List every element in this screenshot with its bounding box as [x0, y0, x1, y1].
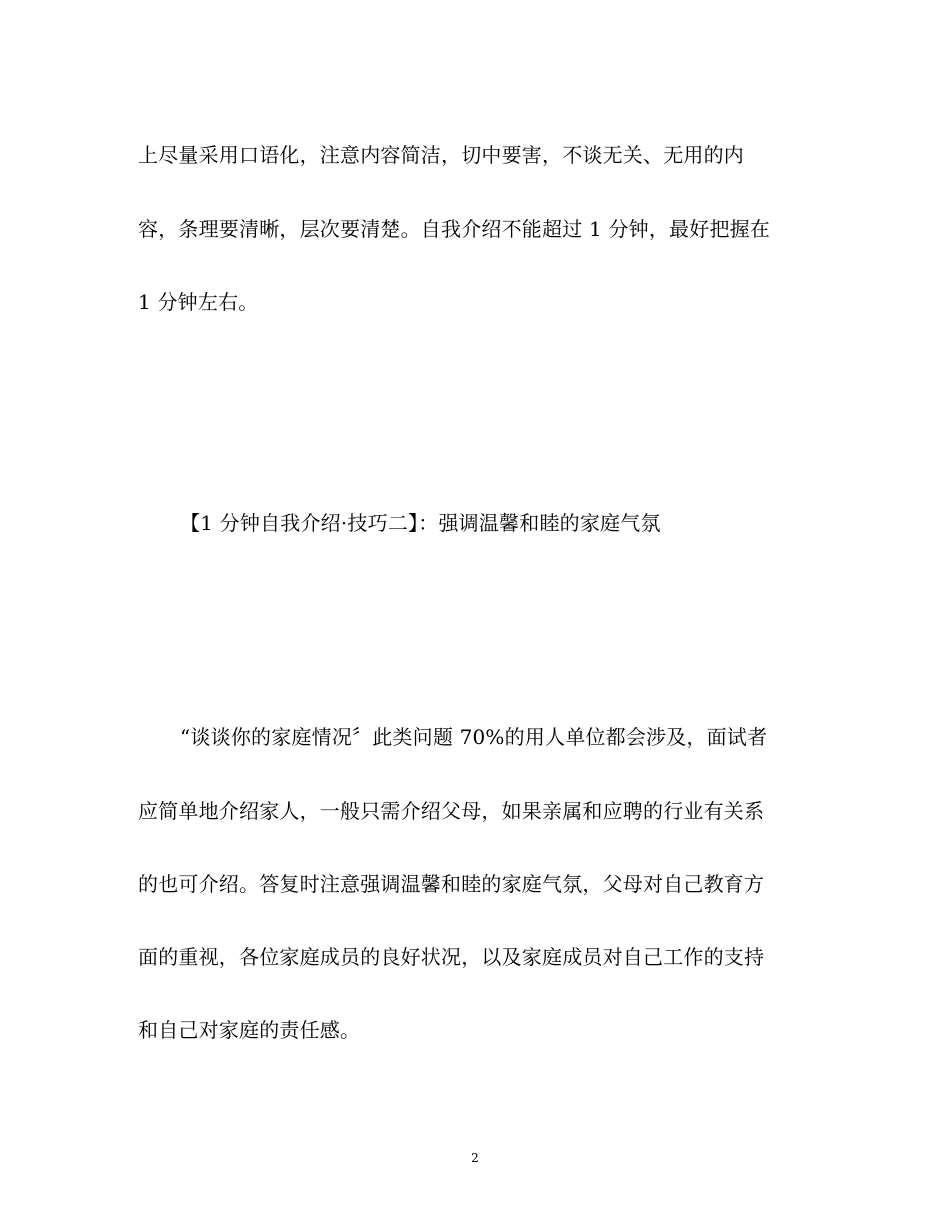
paragraph1-line-2: 容，条理要清晰，层次要清楚。自我介绍不能超过 1 分钟，最好把握在	[138, 217, 771, 241]
paragraph1-line-3: 1 分钟左右。	[138, 290, 259, 314]
page-number: 2	[471, 1151, 479, 1165]
section-heading: 【1 分钟自我介绍·技巧二】：强调温馨和睦的家庭气氛	[180, 511, 661, 535]
paragraph2-line-2: 应简单地介绍家人，一般只需介绍父母，如果亲属和应聘的行业有关系	[138, 799, 765, 823]
paragraph2-line-1: “谈谈你的家庭情况〞此类问题 70%的用人单位都会涉及，面试者	[180, 725, 768, 749]
paragraph1-line-1: 上尽量采用口语化，注意内容简洁，切中要害，不谈无关、无用的内	[138, 143, 744, 167]
paragraph2-line-5: 和自己对家庭的责任感。	[138, 1018, 361, 1042]
paragraph2-line-4: 面的重视，各位家庭成员的良好状况，以及家庭成员对自己工作的支持	[138, 945, 765, 969]
paragraph2-line-3: 的也可介绍。答复时注意强调温馨和睦的家庭气氛，父母对自己教育方	[138, 872, 765, 896]
